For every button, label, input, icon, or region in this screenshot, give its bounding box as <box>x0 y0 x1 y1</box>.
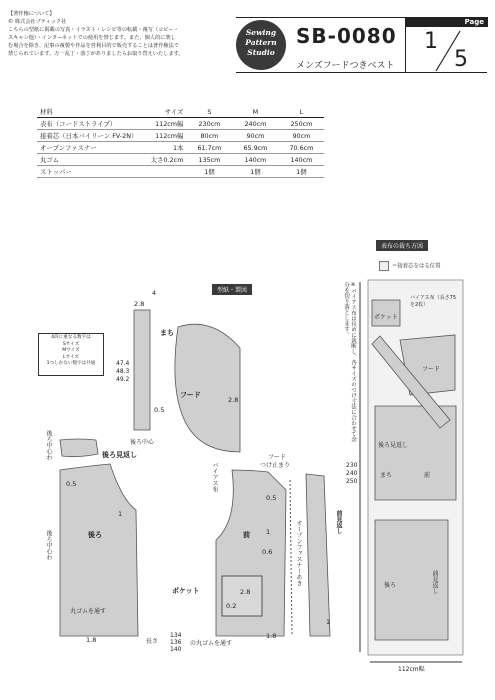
zipper-label: オープンファスナーあき <box>295 520 302 586</box>
gusset-piece <box>134 310 150 430</box>
dim-label: 1 <box>326 618 331 626</box>
copyright-line: こちらの型紙に掲載の写真・イラスト・レシピ等の転載・複写（コピー・ <box>8 27 179 33</box>
dim-label: 1.8 <box>86 636 97 644</box>
dim-label: 1 <box>118 510 123 518</box>
dim-label: 4 <box>152 289 157 297</box>
legend-swatch-icon <box>379 261 389 271</box>
dim-label: 2.8 <box>228 396 239 404</box>
table-row: オープンファスナー 1本 61.7cm 65.9cm 70.6cm <box>37 142 324 154</box>
size-note-box: 4段に重なる数字は Sサイズ Mサイズ Lサイズ 1つしかない数字は共通 <box>38 333 104 376</box>
back-center-label: 後ろ中心 <box>130 439 155 446</box>
hood-stop-label: フード <box>268 454 286 461</box>
hood-stop-label-2: つけ止まり <box>260 462 291 469</box>
copyright-line: スキャン他）・インターネットでの使用を禁じます。また、個人的に楽し <box>8 35 176 41</box>
elastic-length-stack: 134 136 140 <box>170 632 182 653</box>
section-pattern-tag: 型紙・製図 <box>212 284 252 295</box>
layout-gusset-label: まち <box>380 472 393 479</box>
pocket-label: ポケット <box>172 587 200 595</box>
back-center-fold-label-2: 後ろ中心わ <box>45 530 52 560</box>
layout-pocket-label: ポケット <box>374 314 398 321</box>
dim-label: 2.8 <box>134 300 145 308</box>
bias-label: バイアス布 <box>211 462 218 492</box>
copyright-line: む場合を除き、記事の複製や作品を営利目的で販売することは著作権法で <box>8 43 179 49</box>
elastic-length-label: 長さ <box>146 638 159 645</box>
fabric-width-label: 112cm幅 <box>398 666 425 673</box>
back-label: 後ろ <box>88 531 102 539</box>
back-center-fold-label: 後ろ中心わ <box>45 430 52 460</box>
table-row: 表布（コードストライプ） 112cm幅 230cm 240cm 250cm <box>37 118 324 130</box>
fabric-length-stack: 230 240 250 <box>346 462 358 485</box>
layout-hood-label: フード <box>422 366 440 373</box>
page-current: 1 <box>424 29 438 54</box>
layout-back-label: 後ろ <box>384 582 397 589</box>
front-facing-piece <box>306 474 330 636</box>
page-total: 5 <box>454 47 468 72</box>
table-row: 丸ゴム 太さ0.2cm 135cm 140cm 140cm <box>37 154 324 166</box>
page-tag: Page <box>406 17 488 27</box>
back-facing-piece <box>60 439 98 457</box>
layout-bias-label: バイアス布（長さ75を2枚） <box>410 295 457 308</box>
table-row: 接着芯（日本バイリーン FV-2N） 112cm幅 80cm 90cm 90cm <box>37 130 324 142</box>
pattern-code: SB-0080 <box>296 24 397 48</box>
section-layout-tag: 表布の裁ち方図 <box>376 240 428 251</box>
gusset-length-stack: 47.4 48.3 49.2 <box>116 360 130 383</box>
pocket-piece <box>222 576 262 616</box>
copyright-company: © 株式会社ブティック社 <box>8 19 67 25</box>
hood-piece <box>175 324 240 452</box>
dim-label: 0.6 <box>262 548 273 556</box>
front-label: 前 <box>243 531 250 539</box>
copyright-heading: 【著作権について】 <box>8 11 55 17</box>
hood-label: フード <box>180 391 201 399</box>
dim-label: 2.8 <box>240 588 251 596</box>
dim-label: 0.5 <box>154 406 165 414</box>
zipper-line <box>290 480 292 636</box>
dim-label: 1 <box>266 528 271 536</box>
layout-front-facing-label: 前見返し <box>431 570 438 594</box>
dim-label: 0.5 <box>266 494 277 502</box>
layout-front-label: 前 <box>424 472 431 479</box>
dim-label: 1.8 <box>266 632 277 640</box>
layout-facing-label: 後ろ見返し <box>378 442 409 449</box>
table-header-row: 材料 サイズ S M L <box>37 106 324 118</box>
dim-label: 0.5 <box>66 480 77 488</box>
dim-label: 0.2 <box>226 602 237 610</box>
brand-logo: Sewing Pattern Studio <box>236 20 286 70</box>
front-facing-label: 前見返し <box>335 510 342 534</box>
interfacing-legend: ＝接着芯をはる位置 <box>379 261 441 271</box>
table-row: ストッパー 1個 1個 1個 <box>37 166 324 178</box>
copyright-line: 禁じられています。万一乱丁・落丁がありましたらお取り替えいたします。 <box>8 51 184 57</box>
pattern-title: メンズフードつきベスト <box>296 61 395 71</box>
back-facing-label: 後ろ見返し <box>102 451 137 459</box>
gusset-label: まち <box>160 329 174 337</box>
layout-note: ※バイアス布は長めに裁断し、各サイズのつけ寸法に合わせて余分を切り落とします。 <box>343 282 356 442</box>
elastic-suffix-label: の丸ゴムを通す <box>190 640 233 647</box>
elastic-label: 丸ゴムを通す <box>70 608 107 615</box>
